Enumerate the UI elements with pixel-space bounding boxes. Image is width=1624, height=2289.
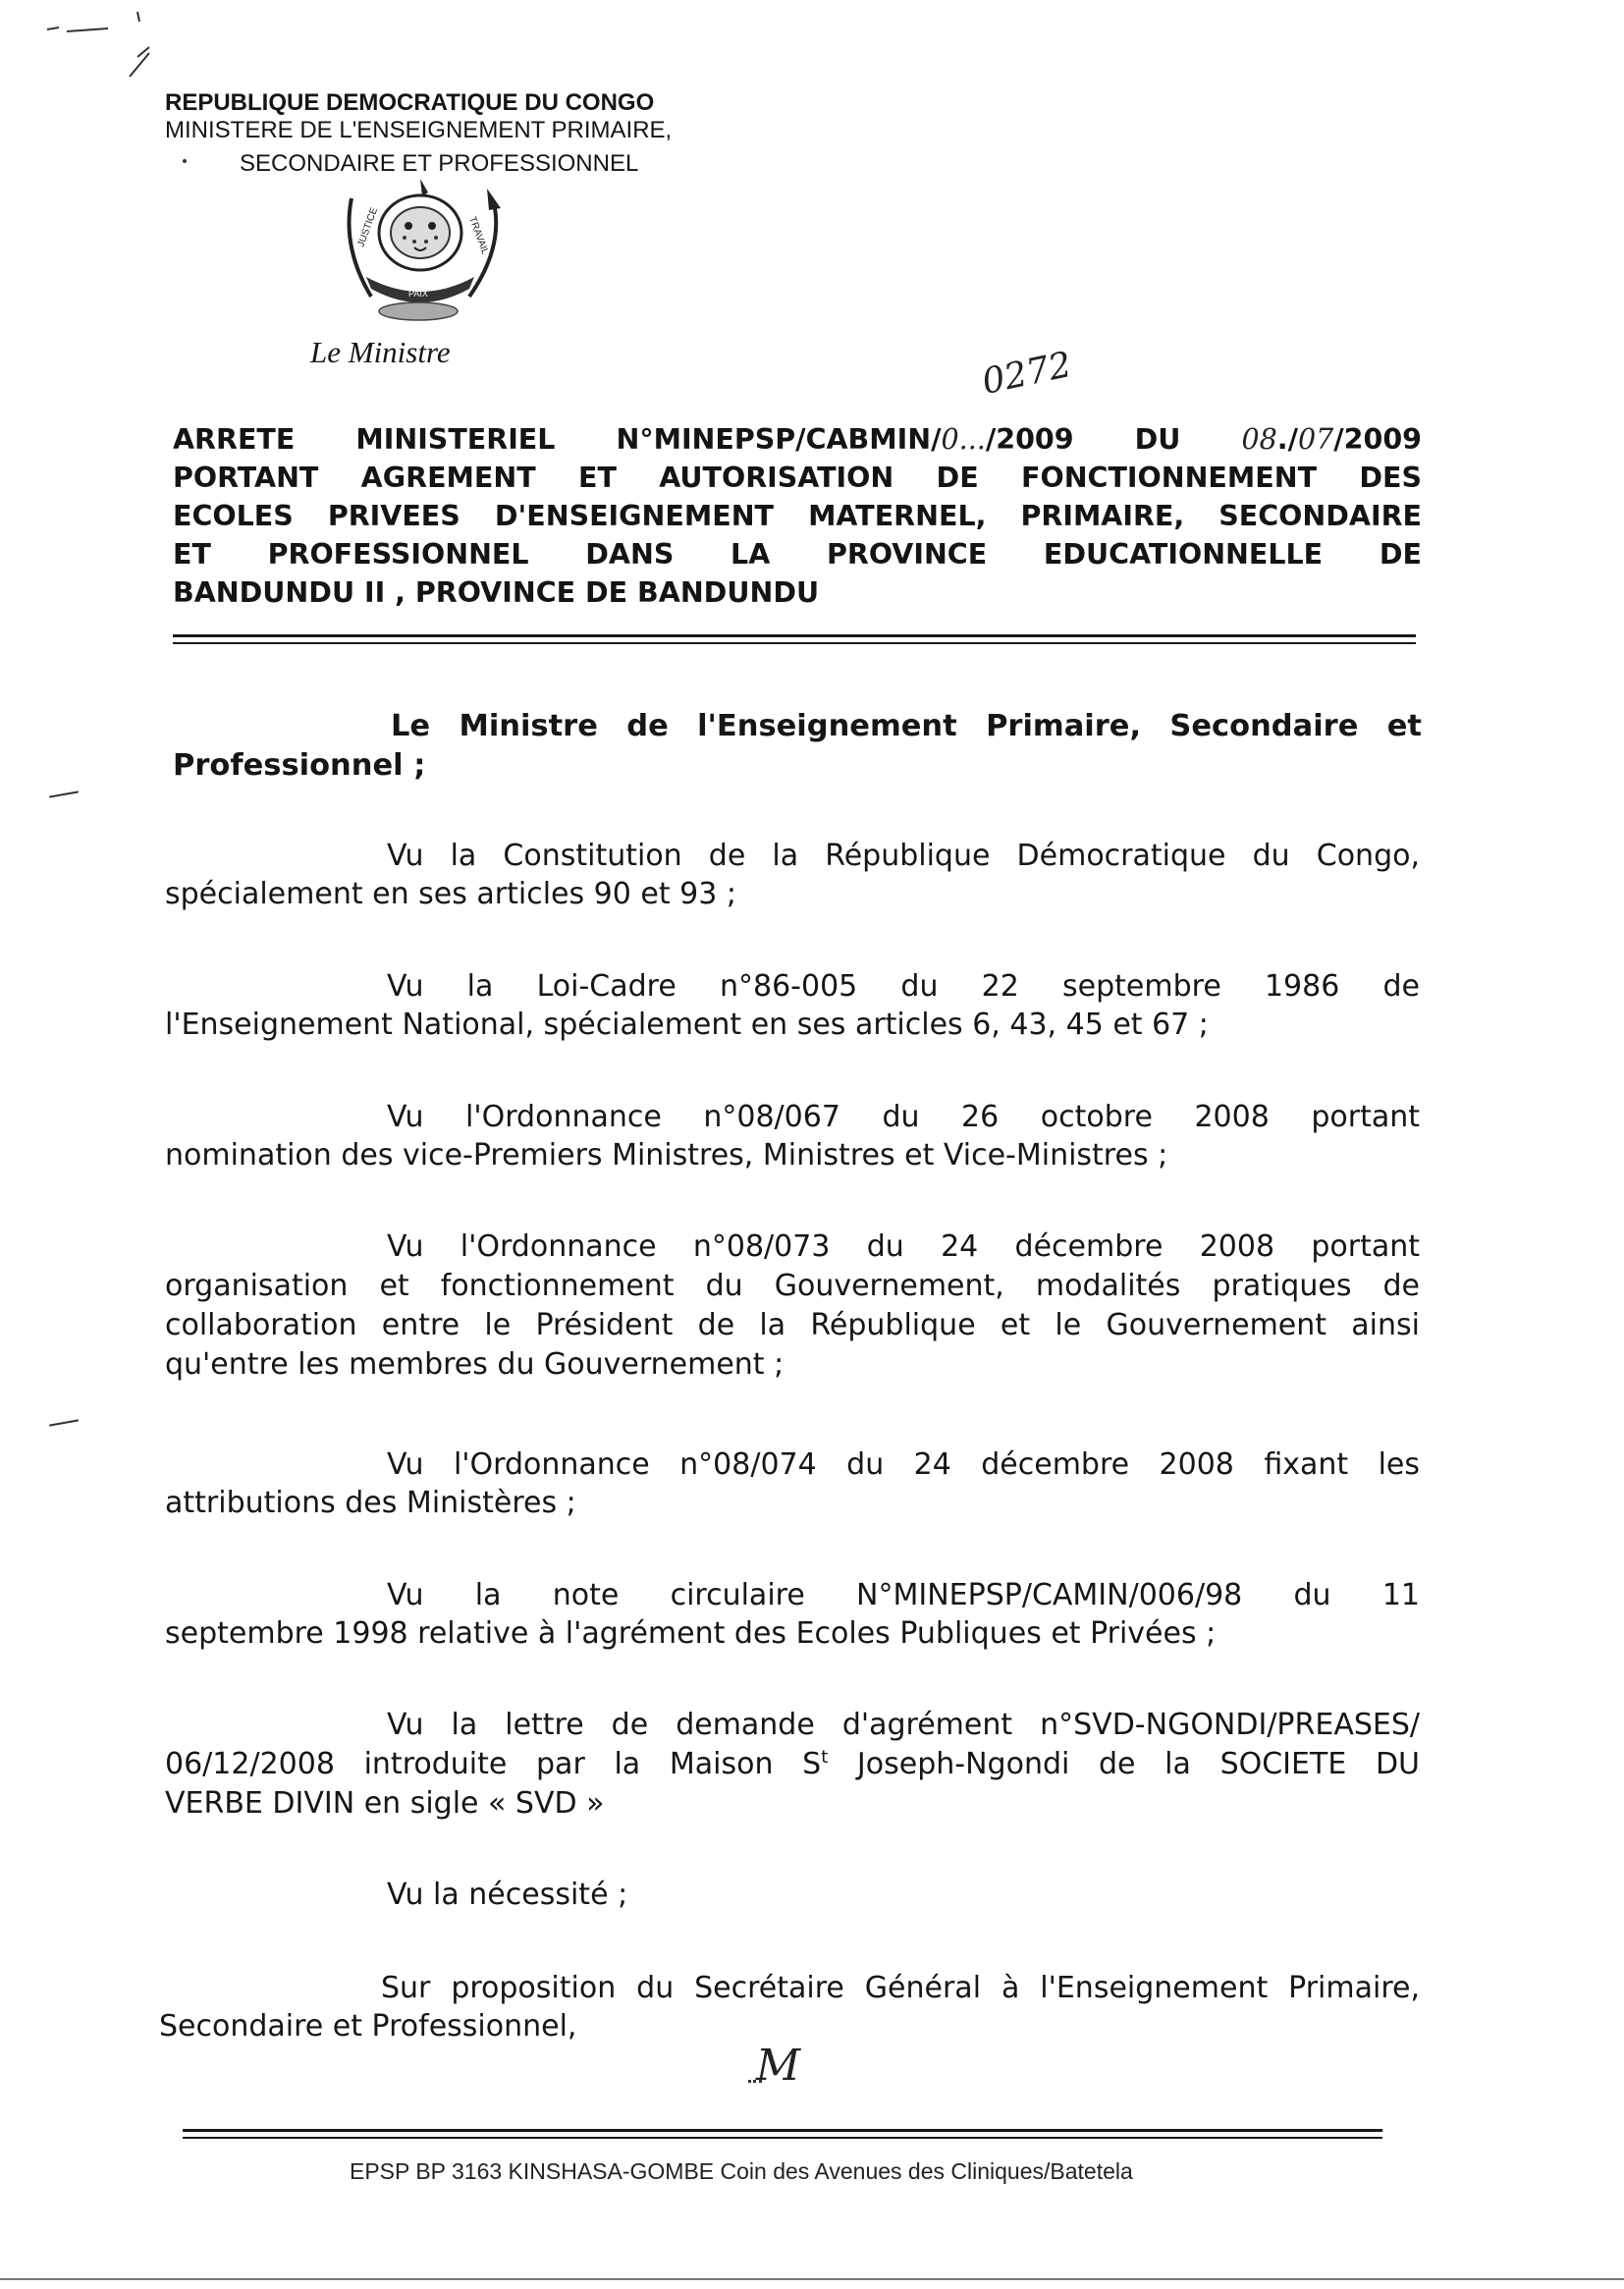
consideration-5: Vu l'Ordonnance n°08/074 du 24 décembre 2008 fixant les attributions des Ministères ; (165, 1447, 1420, 1520)
consideration-7: Vu la lettre de demande d'agrément n°SVD-NGONDI/PREASES/ 06/12/2008 introduite par la Maison $S^t$ Joseph-Ngondi de la SOCIETE DU VERBE DIVIN en sigle « SVD » (165, 1708, 1421, 1821)
footer-address: EPSP BP 3163 KINSHASA-GOMBE Coin des Avenues des Cliniques/Batetela (350, 2158, 1133, 2184)
decree-title-line5: BANDUNDU II , PROVINCE DE BANDUNDU (173, 576, 820, 609)
svg-text:TRAVAIL: TRAVAIL (466, 215, 491, 256)
decree-title (173, 420, 1422, 612)
decree-title-line4: ET PROFESSIONNEL DANS LA PROVINCE EDUCATIONNELLE DE (173, 538, 1422, 571)
initials-dots (748, 2080, 762, 2086)
svg-text:PAIX: PAIX (408, 289, 428, 299)
decree-title-line2: PORTANT AGREMENT ET AUTORISATION DE FONCTIONNEMENT DES (173, 462, 1422, 494)
decree-title-line1: ARRETE MINISTERIEL N°MINEPSP/CABMIN/0.../2009 DU 08./07/2009 (173, 423, 1422, 456)
minister-intro-line2: Professionnel ; (173, 748, 426, 783)
minister-intro-line1: Le Ministre de l'Enseignement Primaire, Secondaire et (391, 709, 1422, 743)
coat-of-arms-emblem (312, 179, 528, 326)
header-ministry: MINISTERE DE L'ENSEIGNEMENT PRIMAIRE, (165, 117, 673, 143)
consideration-6: Vu la note circulaire N°MINEPSP/CAMIN/006/98 du 11 septembre 1998 relative à l'agrément des Ecoles Publiques et Privées ; (165, 1578, 1420, 1651)
scan-dash (49, 1419, 79, 1426)
scan-dash (49, 790, 79, 797)
footer-rule-top (183, 2129, 1382, 2132)
header-ministry-cont: SECONDAIRE ET PROFESSIONNEL (240, 150, 639, 177)
filled-month: 07 (1298, 423, 1334, 456)
consideration-9: Sur proposition du Secrétaire Général à l'Enseignement Primaire, Secondaire et Professionnel, (159, 1971, 1420, 2044)
header-bullet (183, 159, 187, 163)
title-rule-top (173, 634, 1416, 637)
svg-text:JUSTICE: JUSTICE (355, 206, 381, 249)
handwritten-initials: M (756, 2041, 801, 2091)
minister-intro (173, 707, 1422, 786)
title-rule-bottom (173, 642, 1416, 644)
filled-day: 08 (1241, 423, 1277, 456)
consideration-8: Vu la nécessité ; (387, 1878, 628, 1912)
scan-mark-top (39, 8, 177, 86)
footer-rule-bottom (183, 2137, 1382, 2139)
le-ministre-label: Le Ministre (310, 335, 451, 369)
handwritten-number: 0272 (978, 344, 1075, 404)
decree-title-line3: ECOLES PRIVEES D'ENSEIGNEMENT MATERNEL, PRIMAIRE, SECONDAIRE (173, 500, 1422, 532)
consideration-2: Vu la Loi-Cadre n°86-005 du 22 septembre 1986 de l'Enseignement National, spécialement en ses articles 6, 43, 45 et 67 ; (165, 969, 1420, 1042)
filled-decree-number: 0... (941, 423, 986, 456)
consideration-1: Vu la Constitution de la République Démocratique du Congo, spécialement en ses articles 90 et 93 ; (165, 839, 1420, 911)
scan-edge-line (0, 2278, 1624, 2280)
consideration-4: Vu l'Ordonnance n°08/073 du 24 décembre 2008 portant organisation et fonctionnement du Gouvernement, modalités pratiques de collaboration entre le Président de la République et le Gouvernement ainsi qu'entre les membres du Gouvernement ; (165, 1229, 1420, 1382)
consideration-3: Vu l'Ordonnance n°08/067 du 26 octobre 2008 portant nomination des vice-Premiers Ministres, Ministres et Vice-Ministres ; (165, 1100, 1420, 1172)
header-country: REPUBLIQUE DEMOCRATIQUE DU CONGO (165, 89, 655, 116)
